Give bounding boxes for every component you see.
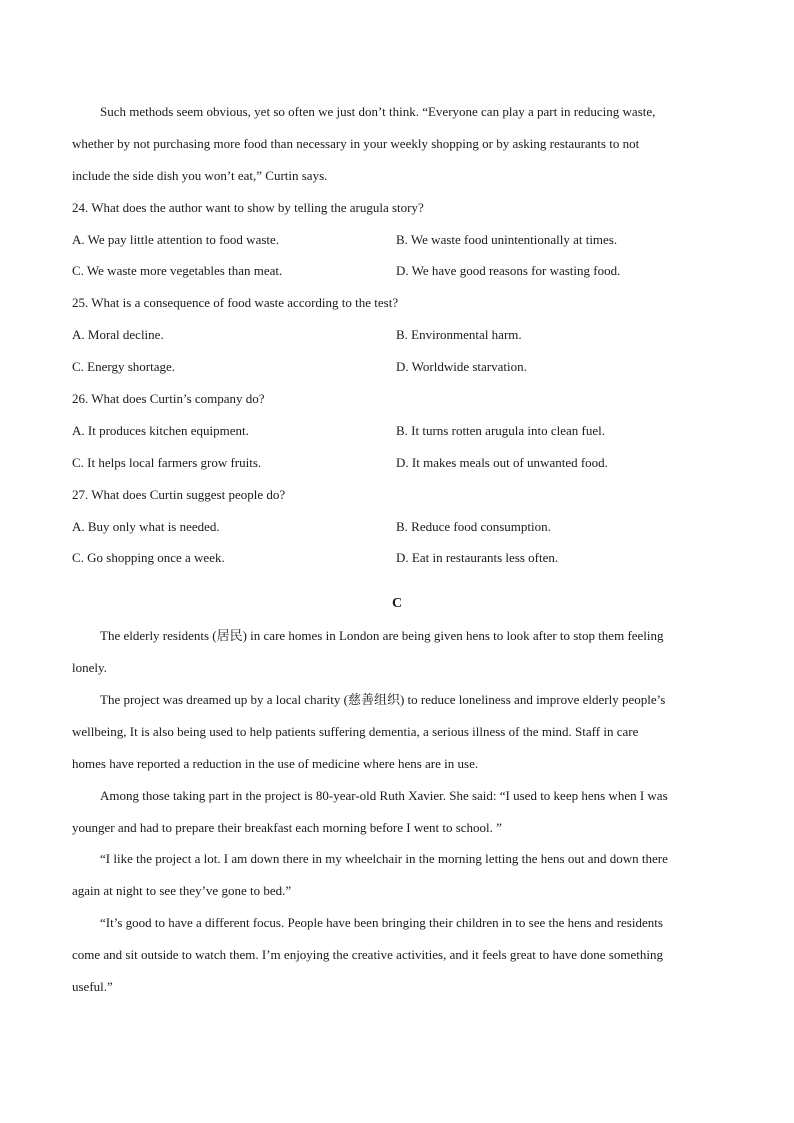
- option-a: A. Moral decline.: [72, 327, 164, 343]
- paragraph-line: again at night to see they’ve gone to bed.”: [72, 883, 292, 899]
- paragraph-line: wellbeing, It is also being used to help patients suffering dementia, a serious illness of the mind. Staff in care: [72, 723, 639, 739]
- option-row: [72, 319, 722, 351]
- option-d: D. It makes meals out of unwanted food.: [396, 454, 608, 470]
- question-stem: 25. What is a consequence of food waste according to the test?: [72, 295, 399, 311]
- option-b: B. Environmental harm.: [396, 327, 522, 343]
- option-a: A. Buy only what is needed.: [72, 518, 220, 534]
- option-b: B. It turns rotten arugula into clean fuel.: [396, 422, 606, 438]
- option-b: B. We waste food unintentionally at times.: [396, 231, 618, 247]
- paragraph-line: “It’s good to have a different focus. People have been bringing their children in to see the hens and residents: [100, 915, 663, 931]
- paragraph-line: “I like the project a lot. I am down there in my wheelchair in the morning letting the hens out and down there: [100, 851, 668, 867]
- option-d: D. Eat in restaurants less often.: [396, 550, 559, 566]
- option-c: C. We waste more vegetables than meat.: [72, 263, 283, 279]
- option-c: C. Go shopping once a week.: [72, 550, 225, 566]
- paragraph-line: younger and had to prepare their breakfast each morning before I went to school. ”: [72, 819, 502, 835]
- question-27: [72, 479, 722, 575]
- paragraph-line: include the side dish you won’t eat,” Curtin says.: [72, 167, 328, 183]
- option-row: [72, 542, 722, 574]
- option-row: [72, 255, 722, 287]
- question-stem: 24. What does the author want to show by telling the arugula story?: [72, 199, 424, 215]
- paragraph-line: homes have reported a reduction in the use of medicine where hens are in use.: [72, 755, 479, 771]
- paragraph-line: Among those taking part in the project is 80-year-old Ruth Xavier. She said: “I used to keep hens when I was: [100, 787, 668, 803]
- option-c: C. Energy shortage.: [72, 359, 176, 375]
- option-row: [72, 351, 722, 383]
- passage-c: [72, 620, 722, 1003]
- paragraph-line: whether by not purchasing more food than necessary in your weekly shopping or by asking restaurants to not: [72, 135, 640, 151]
- paragraph-line: come and sit outside to watch them. I’m enjoying the creative activities, and it feels great to have done something: [72, 947, 663, 963]
- section-heading: C: [391, 596, 403, 612]
- paragraph-line: The project was dreamed up by a local charity (慈善组织) to reduce loneliness and improve elderly people’s: [100, 692, 666, 708]
- question-25: [72, 287, 722, 383]
- paragraph-line: lonely.: [72, 660, 107, 676]
- option-a: A. We pay little attention to food waste.: [72, 231, 280, 247]
- option-row: [72, 511, 722, 543]
- option-row: [72, 224, 722, 256]
- question-24: [72, 192, 722, 288]
- paragraph-line: useful.”: [72, 979, 113, 995]
- paragraph-line: The elderly residents (居民) in care homes in London are being given hens to look after to stop them feeling: [100, 628, 664, 644]
- option-a: A. It produces kitchen equipment.: [72, 422, 249, 438]
- question-26: [72, 383, 722, 479]
- option-b: B. Reduce food consumption.: [396, 518, 551, 534]
- option-row: [72, 447, 722, 479]
- question-stem: 27. What does Curtin suggest people do?: [72, 486, 286, 502]
- document-page: [72, 96, 722, 1003]
- option-d: D. We have good reasons for wasting food.: [396, 263, 621, 279]
- option-c: C. It helps local farmers grow fruits.: [72, 454, 262, 470]
- option-d: D. Worldwide starvation.: [396, 359, 527, 375]
- paragraph-line: Such methods seem obvious, yet so often we just don’t think. “Everyone can play a part in reducing waste,: [100, 104, 656, 119]
- option-row: [72, 415, 722, 447]
- passage-b-ending: [72, 96, 722, 192]
- question-stem: 26. What does Curtin’s company do?: [72, 391, 265, 407]
